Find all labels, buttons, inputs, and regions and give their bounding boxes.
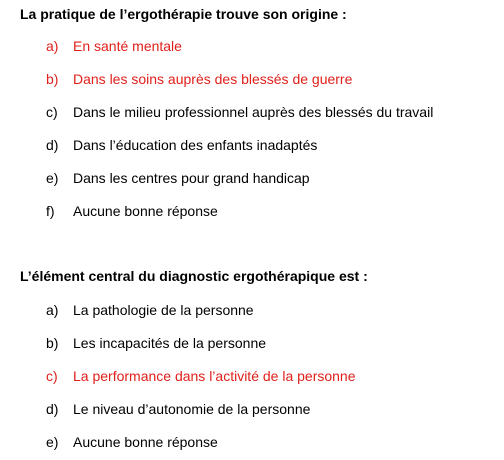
question-1-option-e — [46, 170, 310, 186]
option-text: Aucune bonne réponse — [73, 434, 218, 450]
option-letter: b) — [46, 71, 59, 87]
option-letter: e) — [46, 170, 59, 186]
option-text: Aucune bonne réponse — [73, 203, 218, 219]
question-2-option-a — [46, 302, 254, 318]
option-letter: d) — [46, 137, 59, 153]
option-text: Dans les soins auprès des blessés de guerre — [73, 71, 353, 87]
option-text: En santé mentale — [73, 38, 182, 54]
option-text: Dans l’éducation des enfants inadaptés — [73, 137, 318, 153]
option-letter: f) — [46, 203, 55, 219]
option-text: Dans le milieu professionnel auprès des blessés du travail — [73, 104, 434, 120]
question-1-option-f — [46, 203, 218, 219]
question-1-option-d — [46, 137, 317, 153]
option-letter: c) — [46, 104, 58, 120]
question-1-option-c — [46, 104, 433, 120]
option-letter: b) — [46, 335, 59, 351]
question-2-option-d — [46, 401, 310, 417]
option-letter: a) — [46, 38, 59, 54]
question-2-option-b — [46, 335, 266, 351]
question-2-title: L’élément central du diagnostic ergothérapique est : — [20, 268, 368, 284]
question-2-option-c — [46, 368, 356, 384]
option-text: Les incapacités de la personne — [73, 335, 267, 351]
question-1-option-b — [46, 71, 352, 87]
question-2-option-e — [46, 434, 218, 450]
option-letter: a) — [46, 302, 59, 318]
option-text: La pathologie de la personne — [73, 302, 254, 318]
option-letter: d) — [46, 401, 59, 417]
option-text: Le niveau d’autonomie de la personne — [73, 401, 311, 417]
question-1-option-a — [46, 38, 182, 54]
option-text: Dans les centres pour grand handicap — [73, 170, 310, 186]
question-1-title: La pratique de l’ergothérapie trouve son origine : — [20, 6, 347, 22]
option-letter: c) — [46, 368, 58, 384]
option-text: La performance dans l’activité de la personne — [73, 368, 356, 384]
option-letter: e) — [46, 434, 59, 450]
